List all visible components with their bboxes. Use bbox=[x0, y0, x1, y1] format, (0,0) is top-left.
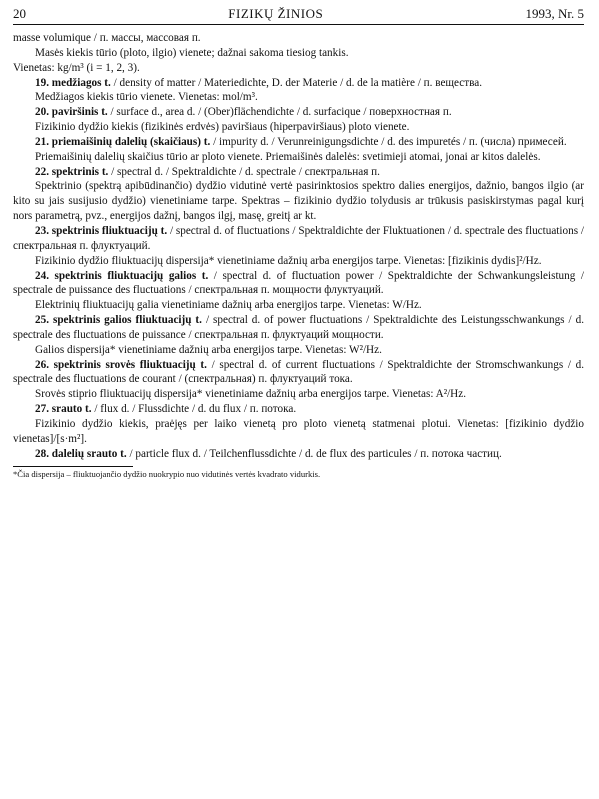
paragraph-text: Priemaišinių dalelių skaičius tūrio ar ploto vienete. Priemaišinės dalelės: svetimieji atomai, jonai ar kitos dalelės. bbox=[35, 150, 541, 163]
text-paragraph bbox=[13, 90, 584, 105]
term-heading: 26. spektrinis srovės fliuktuacijų t. bbox=[35, 358, 207, 371]
paragraph-text: Fizikinio dydžio kiekis, praėjęs per laiko vienetą pro ploto vienetą statmenai plotui. Vienetas: [fizikinio dydžio vienetas]/[s·m²]. bbox=[13, 417, 584, 445]
term-entry bbox=[13, 358, 584, 388]
paragraph-text: / density of matter / Materiedichte, D. der Materie / d. de la matière / п. вещества. bbox=[110, 76, 483, 89]
term-entry bbox=[13, 76, 584, 91]
text-paragraph bbox=[13, 417, 584, 447]
term-heading: 23. spektrinis fliuktuacijų t. bbox=[35, 224, 168, 237]
term-entry bbox=[13, 402, 584, 417]
paragraph-text: / spectral d. of power fluctuations / Spektraldichte des Leistungsschwankungs / d. spectrale des fluctuations de puissance / спектральная п. флуктуаций мощности. bbox=[13, 314, 584, 341]
term-heading: 24. spektrinis fliuktuacijų galios t. bbox=[35, 269, 209, 282]
term-entry bbox=[13, 313, 584, 343]
text-paragraph bbox=[13, 150, 584, 165]
paragraph-text: masse volumique / п. массы, массовая п. bbox=[13, 32, 201, 44]
running-header bbox=[13, 6, 584, 22]
term-heading: 22. spektrinis t. bbox=[35, 165, 109, 178]
paragraph-text: Fizikinio dydžio fliuktuacijų dispersija* vienetiniame dažnių arba energijos tarpe. Vienetas: [fizikinis dydis]²/Hz. bbox=[35, 254, 542, 267]
paragraph-text: / impurity d. / Verunreinigungsdichte / d. des impuretés / п. (числа) примесей. bbox=[210, 135, 567, 148]
term-entry bbox=[13, 135, 584, 150]
term-heading: 25. spektrinis galios fliuktuacijų t. bbox=[35, 314, 202, 327]
text-paragraph bbox=[13, 343, 584, 358]
term-heading: 28. dalelių srauto t. bbox=[35, 447, 127, 460]
text-paragraph bbox=[13, 46, 584, 61]
term-heading: 21. priemaišinių dalelių (skaičiaus) t. bbox=[35, 135, 211, 148]
footnote-rule bbox=[13, 466, 133, 467]
paragraph-text: / surface d., area d. / (Ober)flächendichte / d. surfacique / поверхностная п. bbox=[107, 106, 452, 119]
journal-title: FIZIKŲ ŽINIOS bbox=[228, 6, 324, 21]
paragraph-text: Masės kiekis tūrio (ploto, ilgio) vienete; dažnai sakoma tiesiog tankis. bbox=[35, 46, 349, 59]
paragraph-text: Srovės stiprio fliuktuacijų dispersija* vienetiniame dažnių arba energijos tarpe. Vienetas: A²/Hz. bbox=[35, 388, 467, 401]
paragraph-text: / spectral d. / Spektraldichte / d. spectrale / спектральная п. bbox=[108, 165, 380, 178]
text-paragraph bbox=[13, 120, 584, 135]
paragraph-text: Vienetas: kg/m³ (i = 1, 2, 3). bbox=[13, 61, 140, 74]
paragraph-text: / spectral d. of fluctuations / Spektraldichte der Fluktuationen / d. spectrale des fluctuations / спектральная п. флуктуаций. bbox=[13, 224, 584, 252]
text-paragraph bbox=[13, 298, 584, 313]
term-heading: 27. srauto t. bbox=[35, 403, 92, 416]
footnote: *Čia dispersija – fliuktuojančio dydžio nuokrypio nuo vidutinės vertės kvadrato vidurkis. bbox=[13, 469, 321, 480]
paragraph-text: / spectral d. of fluctuation power / Spektraldichte der Schwankungsleistung / spectrale de puissance des fluctuations / спектральная п. мощности флуктуаций. bbox=[13, 269, 584, 297]
paragraph-text: Galios dispersija* vienetiniame dažnių arba energijos tarpe. Vienetas: W²/Hz. bbox=[35, 343, 382, 356]
text-paragraph bbox=[13, 387, 584, 402]
text-paragraph bbox=[13, 61, 584, 76]
term-entry bbox=[13, 105, 584, 120]
paragraph-text: Medžiagos kiekis tūrio vienete. Vienetas: mol/m³. bbox=[35, 91, 258, 104]
text-paragraph bbox=[13, 179, 584, 224]
issue-info: 1993, Nr. 5 bbox=[525, 6, 584, 21]
text-paragraph bbox=[13, 254, 584, 269]
paragraph-text: / flux d. / Flussdichte / d. du flux / п. потока. bbox=[91, 403, 297, 416]
term-heading: 19. medžiagos t. bbox=[35, 76, 111, 89]
text-paragraph bbox=[13, 31, 584, 46]
paragraph-text: Fizikinio dydžio kiekis (fizikinės erdvės) paviršiaus (hiperpaviršiaus) ploto vienete. bbox=[35, 121, 410, 134]
page-number: 20 bbox=[13, 6, 26, 21]
header-rule bbox=[13, 24, 584, 25]
article-body bbox=[13, 31, 584, 461]
paragraph-text: Spektrinio (spektrą apibūdinančio) dydžio vidutinė vertė pasirinktosios spektro dalies energijos, dažnio, bangos ilgio (ar kito su jais susijusio dydžio) vienetiniame tarpe. Spektras – fizikinio dydžio tolydusis ar trūkusis pasiskirstymas pagal kurį nors parametrą, pvz., energijos dažnį, bangos ilgį, masę, greitį ar kt. bbox=[13, 180, 584, 223]
term-entry bbox=[13, 224, 584, 254]
term-entry bbox=[13, 269, 584, 299]
paragraph-text: / particle flux d. / Teilchenflussdichte / d. de flux des particules / п. потока частиц. bbox=[126, 447, 502, 460]
term-entry bbox=[13, 447, 584, 462]
term-heading: 20. paviršinis t. bbox=[35, 106, 108, 119]
paragraph-text: Elektrinių fliuktuacijų galia vienetiniame dažnių arba energijos tarpe. Vienetas: W/Hz. bbox=[35, 299, 422, 312]
paragraph-text: / spectral d. of current fluctuations / Spektraldichte der Stromschwankungs / d. spectrale des fluctuations de courant / (спектральная) п. флуктуаций тока. bbox=[13, 358, 584, 386]
term-entry bbox=[13, 165, 584, 180]
